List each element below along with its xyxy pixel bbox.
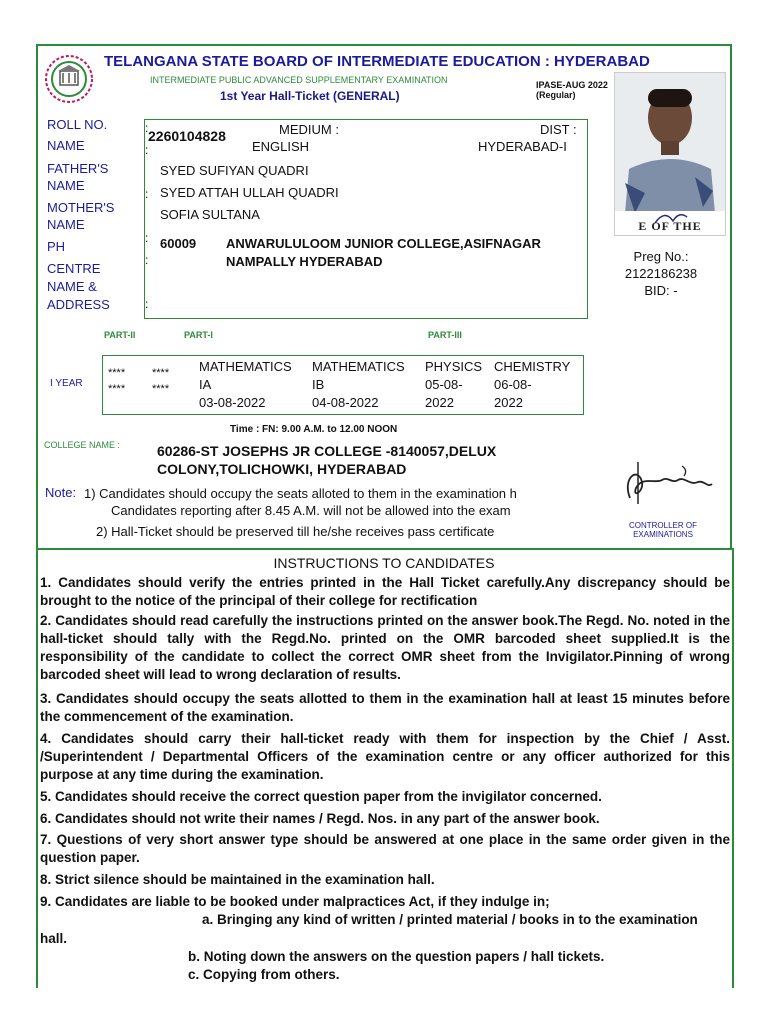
controller-line2: EXAMINATIONS [633, 530, 693, 539]
subject-4-date: 2022 [494, 395, 523, 410]
dist-label: DIST : [540, 122, 577, 137]
ph-label: PH [47, 239, 66, 254]
subject-3-date: 2022 [425, 395, 454, 410]
part2-stars-2: **** [152, 367, 170, 379]
controller-line1: CONTROLLER OF [628, 521, 697, 530]
instruction-3: 3. Candidates should occupy the seats allotted to them in the examination hall at least 15 minutes before the commencement of the examination. [40, 691, 730, 724]
medium-value: ENGLISH [252, 139, 310, 154]
candidate-portrait-icon [615, 73, 725, 235]
note-1-line2: Candidates reporting after 8.45 A.M. will not be allowed into the exam [111, 503, 511, 518]
note-1-line1: 1) Candidates should occupy the seats alloted to them in the examination h [84, 486, 517, 501]
subject-3-name: PHYSICS [425, 359, 483, 374]
part1-label: PART-I [184, 330, 213, 340]
subject-1-name: MATHEMATICS [199, 359, 292, 374]
year-label: I YEAR [50, 378, 83, 389]
ticket-type: 1st Year Hall-Ticket (GENERAL) [220, 89, 400, 103]
college-label: COLLEGE NAME : [44, 440, 121, 450]
subject-2-name: MATHEMATICS [312, 359, 405, 374]
mother-name: SOFIA SULTANA [160, 207, 260, 222]
instruction-5: 5. Candidates should receive the correct question paper from the invigilator concerned. [40, 789, 602, 804]
fathers-label-2: NAME [47, 178, 85, 193]
instructions-title: INSTRUCTIONS TO CANDIDATES [273, 555, 495, 571]
exam-session [536, 80, 608, 100]
subject-2-suffix: IB [312, 377, 325, 392]
instruction-7: 7. Questions of very short answer type should be answered at one place in the same order given in the question paper. [40, 832, 730, 865]
instruction-1: 1. Candidates should verify the entries printed in the Hall Ticket carefully.Any discrepancy should be brought to the notice of the principal of their college for rectification [40, 575, 730, 608]
instruction-9: 9. Candidates are liable to be booked under malpractices Act, if they indulge in; [40, 894, 550, 909]
instruction-9a-line1: a. Bringing any kind of written / printed material / books in to the examination [202, 912, 698, 927]
controller-title [610, 521, 716, 539]
part2-stars-3: **** [108, 383, 126, 395]
subject-1-suffix: IA [199, 377, 212, 392]
subject-4-suffix: 06-08- [494, 377, 532, 392]
centre-label-1: CENTRE [47, 261, 101, 276]
candidate-name: SYED SUFIYAN QUADRI [160, 163, 309, 178]
subject-3-suffix: 05-08- [425, 377, 463, 392]
dist-value: HYDERABAD-I [478, 139, 567, 154]
note-label: Note: [45, 485, 77, 500]
roll-number: 2260104828 [148, 128, 226, 144]
instruction-6: 6. Candidates should not write their names / Regd. Nos. in any part of the answer book. [40, 811, 600, 826]
colon-column: : : : : : : [145, 121, 149, 311]
preg-label: Preg No.: [633, 249, 689, 264]
mothers-label-1: MOTHER'S [47, 200, 115, 215]
exam-time: Time : FN: 9.00 A.M. to 12.00 NOON [230, 424, 398, 435]
centre-label-3: ADDRESS [47, 297, 110, 312]
mothers-label-2: NAME [47, 217, 85, 232]
centre-label-2: NAME & [47, 279, 97, 294]
session-type: (Regular) [536, 90, 576, 100]
preg-number: 2122186238 [624, 266, 698, 281]
instruction-9b: b. Noting down the answers on the question papers / hall tickets. [188, 949, 605, 964]
section-divider [36, 548, 734, 550]
photo-banner: E OF THE [638, 219, 702, 233]
father-name: SYED ATTAH ULLAH QUADRI [160, 185, 339, 200]
controller-signature-icon [612, 458, 716, 508]
name-label: NAME [47, 138, 85, 153]
part2-stars-4: **** [152, 383, 170, 395]
subject-2-date: 04-08-2022 [312, 395, 379, 410]
college-line2: COLONY,TOLICHOWKI, HYDERABAD [157, 461, 407, 477]
instruction-9c: c. Copying from others. [188, 967, 340, 982]
instruction-8: 8. Strict silence should be maintained in the examination hall. [40, 872, 435, 887]
instruction-9a-line2: hall. [40, 931, 68, 946]
part2-stars-1: **** [108, 367, 126, 379]
candidate-photo [614, 72, 726, 236]
subject-4-name: CHEMISTRY [494, 359, 571, 374]
medium-label: MEDIUM : [279, 122, 339, 137]
bid-value: BID: - [644, 283, 678, 298]
centre-code: 60009 [160, 236, 197, 251]
subject-1-date: 03-08-2022 [199, 395, 266, 410]
note-2: 2) Hall-Ticket should be preserved till he/she receives pass certificate [96, 524, 495, 539]
fathers-label-1: FATHER'S [47, 161, 109, 176]
centre-name-line1: ANWARULULOOM JUNIOR COLLEGE,ASIFNAGAR [226, 236, 541, 251]
session-code: IPASE-AUG 2022 [536, 80, 608, 90]
part3-label: PART-III [428, 330, 462, 340]
board-title: TELANGANA STATE BOARD OF INTERMEDIATE EDUCATION : HYDERABAD [104, 53, 650, 70]
exam-name: INTERMEDIATE PUBLIC ADVANCED SUPPLEMENTARY EXAMINATION [150, 75, 448, 85]
part2-label: PART-II [104, 330, 136, 340]
college-line1: 60286-ST JOSEPHS JR COLLEGE -8140057,DELUX [157, 443, 497, 459]
instruction-2: 2. Candidates should read carefully the instructions printed on the answer book.The Regd. No. noted in the hall-ticket should tally with the Regd.No. printed on the OMR barcoded sheet supplied.It is the responsibility of the candidate to collect the correct OMR sheet from the Invigilator.Pinning of wrong barcoded sheet will lead to wrong declaration of results. [40, 613, 730, 682]
board-seal-icon [44, 54, 94, 104]
centre-name-line2: NAMPALLY HYDERABAD [226, 254, 383, 269]
instruction-4: 4. Candidates should carry their hall-ticket ready with them for inspection by the Chief / Asst. /Superintendent / Departmental Officers of the examination centre or any officer authorized for this purpose at any time during the examination. [40, 731, 730, 782]
roll-label: ROLL NO. [47, 117, 108, 132]
